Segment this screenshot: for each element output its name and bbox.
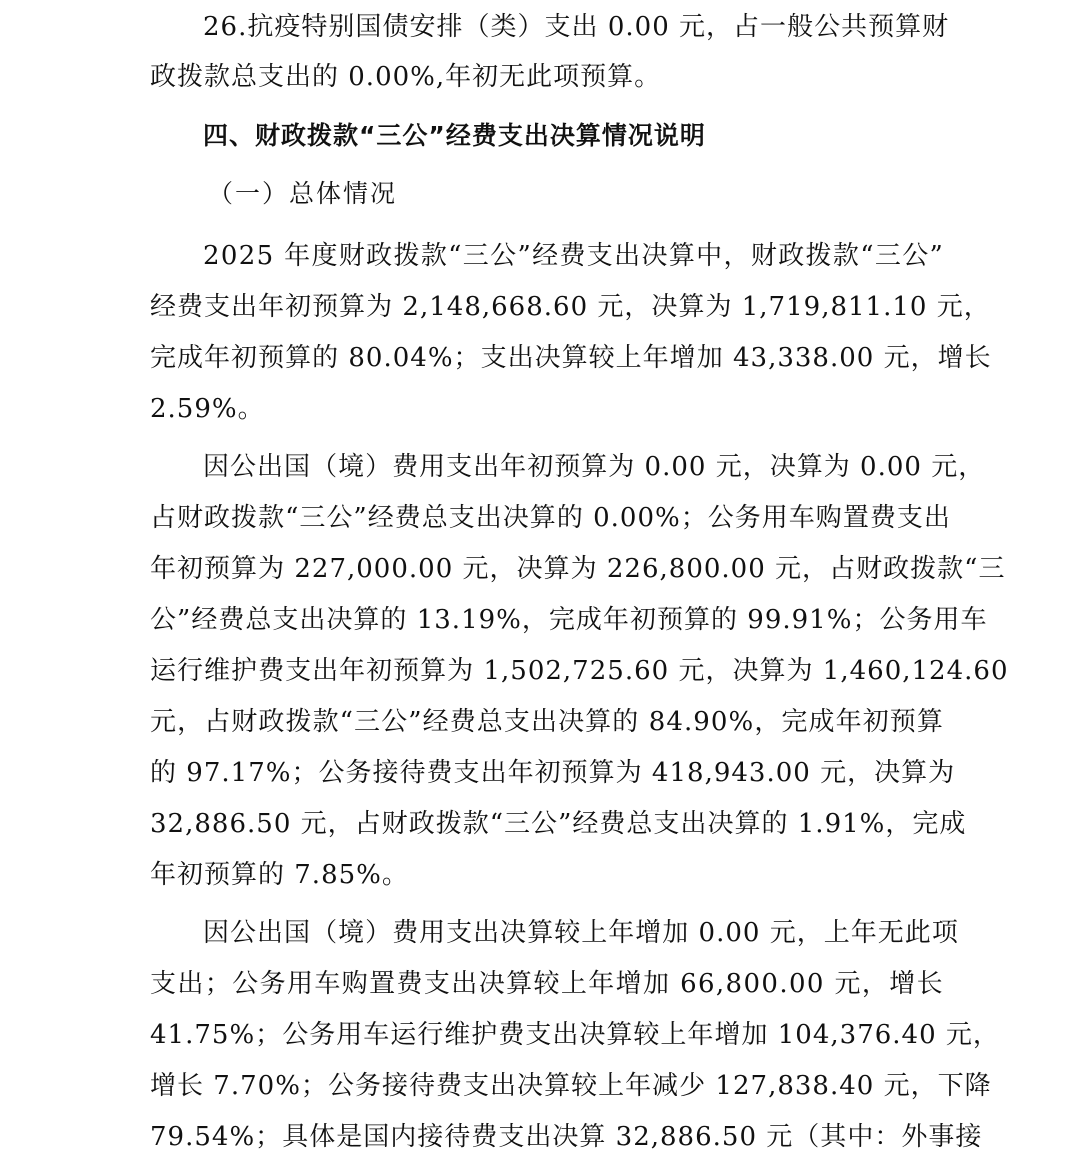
breakdown-paragraph-line: 年 初 预 算 为 2 2 7 , 0 0 0 . 0 0 元 ， 决 算 为 2 2 6 , 8 0 0 . 0 0 元 ， 占 财 政 拨 款 “ 三 — [150, 554, 1006, 584]
breakdown-paragraph-line: 因 公 出 国 （ 境 ） 费 用 支 出 年 初 预 算 为 0 . 0 0 元 ， 决 算 为 0 . 0 0 元 ， — [203, 452, 986, 482]
overview-paragraph-line: 完 成 年 初 预 算 的 8 0 . 0 4 % ； 支 出 决 算 较 上 年 增 加 4 3 , 3 3 8 . 0 0 元 ， 增 长 — [150, 343, 992, 373]
overview-paragraph-line: 2.59%。 — [150, 394, 265, 424]
paragraph-26-line: 2 6 . 抗 疫 特 别 国 债 安 排 （ 类 ） 支 出 0 . 0 0 元 ， 占 一 般 公 共 预 算 财 — [203, 12, 950, 42]
subsection-heading: （一）总体情况 — [208, 179, 398, 208]
comparison-paragraph-line: 因 公 出 国 （ 境 ） 费 用 支 出 决 算 较 上 年 增 加 0 . 0 0 元 ， 上 年 无 此 项 — [203, 918, 959, 948]
comparison-paragraph-line: 支 出 ； 公 务 用 车 购 置 费 支 出 决 算 较 上 年 增 加 6 6 , 8 0 0 . 0 0 元 ， 增 长 — [150, 969, 944, 999]
comparison-paragraph-line: 增 长 7 . 7 0 % ； 公 务 接 待 费 支 出 决 算 较 上 年 减 少 1 2 7 , 8 3 8 . 4 0 元 ， 下 降 — [150, 1071, 992, 1101]
comparison-paragraph-line: 4 1 . 7 5 % ； 公 务 用 车 运 行 维 护 费 支 出 决 算 较 上 年 增 加 1 0 4 , 3 7 6 . 4 0 元 ， — [150, 1020, 1000, 1050]
breakdown-paragraph-line: 元 ， 占 财 政 拨 款 “ 三 公 ” 经 费 总 支 出 决 算 的 8 4 . 9 0 % ， 完 成 年 初 预 算 — [150, 707, 944, 737]
breakdown-paragraph-line: 年初预算的 7.85%。 — [150, 860, 409, 890]
breakdown-paragraph-line: 运 行 维 护 费 支 出 年 初 预 算 为 1 , 5 0 2 , 7 2 5 . 6 0 元 ， 决 算 为 1 , 4 6 0 , 1 2 4 . 6 0 — [150, 656, 1009, 686]
breakdown-paragraph-line: 占 财 政 拨 款 “ 三 公 ” 经 费 总 支 出 决 算 的 0 . 0 0 % ； 公 务 用 车 购 置 费 支 出 — [150, 503, 951, 533]
paragraph-26-line: 政拨款总支出的 0.00%,年初无此项预算。 — [150, 62, 662, 92]
overview-paragraph-line: 经 费 支 出 年 初 预 算 为 2 , 1 4 8 , 6 6 8 . 6 0 元 ， 决 算 为 1 , 7 1 9 , 8 1 1 . 1 0 元 ， — [150, 292, 991, 322]
breakdown-paragraph-line: 的 9 7 . 1 7 % ； 公 务 接 待 费 支 出 年 初 预 算 为 4 1 8 , 9 4 3 . 0 0 元 ， 决 算 为 — [150, 758, 956, 788]
section-heading: 四、财政拨款“三公”经费支出决算情况说明 — [203, 121, 706, 150]
breakdown-paragraph-line: 公 ” 经 费 总 支 出 决 算 的 1 3 . 1 9 % ， 完 成 年 初 预 算 的 9 9 . 9 1 % ； 公 务 用 车 — [150, 605, 988, 635]
overview-paragraph-line: 2 0 2 5 年 度 财 政 拨 款 “ 三 公 ” 经 费 支 出 决 算 中 ， 财 政 拨 款 “ 三 公 ” — [203, 241, 944, 271]
comparison-paragraph-line: 7 9 . 5 4 % ； 具 体 是 国 内 接 待 费 支 出 决 算 3 2 , 8 8 6 . 5 0 元 （ 其 中 ： 外 事 接 — [150, 1122, 983, 1152]
breakdown-paragraph-line: 3 2 , 8 8 6 . 5 0 元 ， 占 财 政 拨 款 “ 三 公 ” 经 费 总 支 出 决 算 的 1 . 9 1 % ， 完 成 — [150, 809, 967, 839]
